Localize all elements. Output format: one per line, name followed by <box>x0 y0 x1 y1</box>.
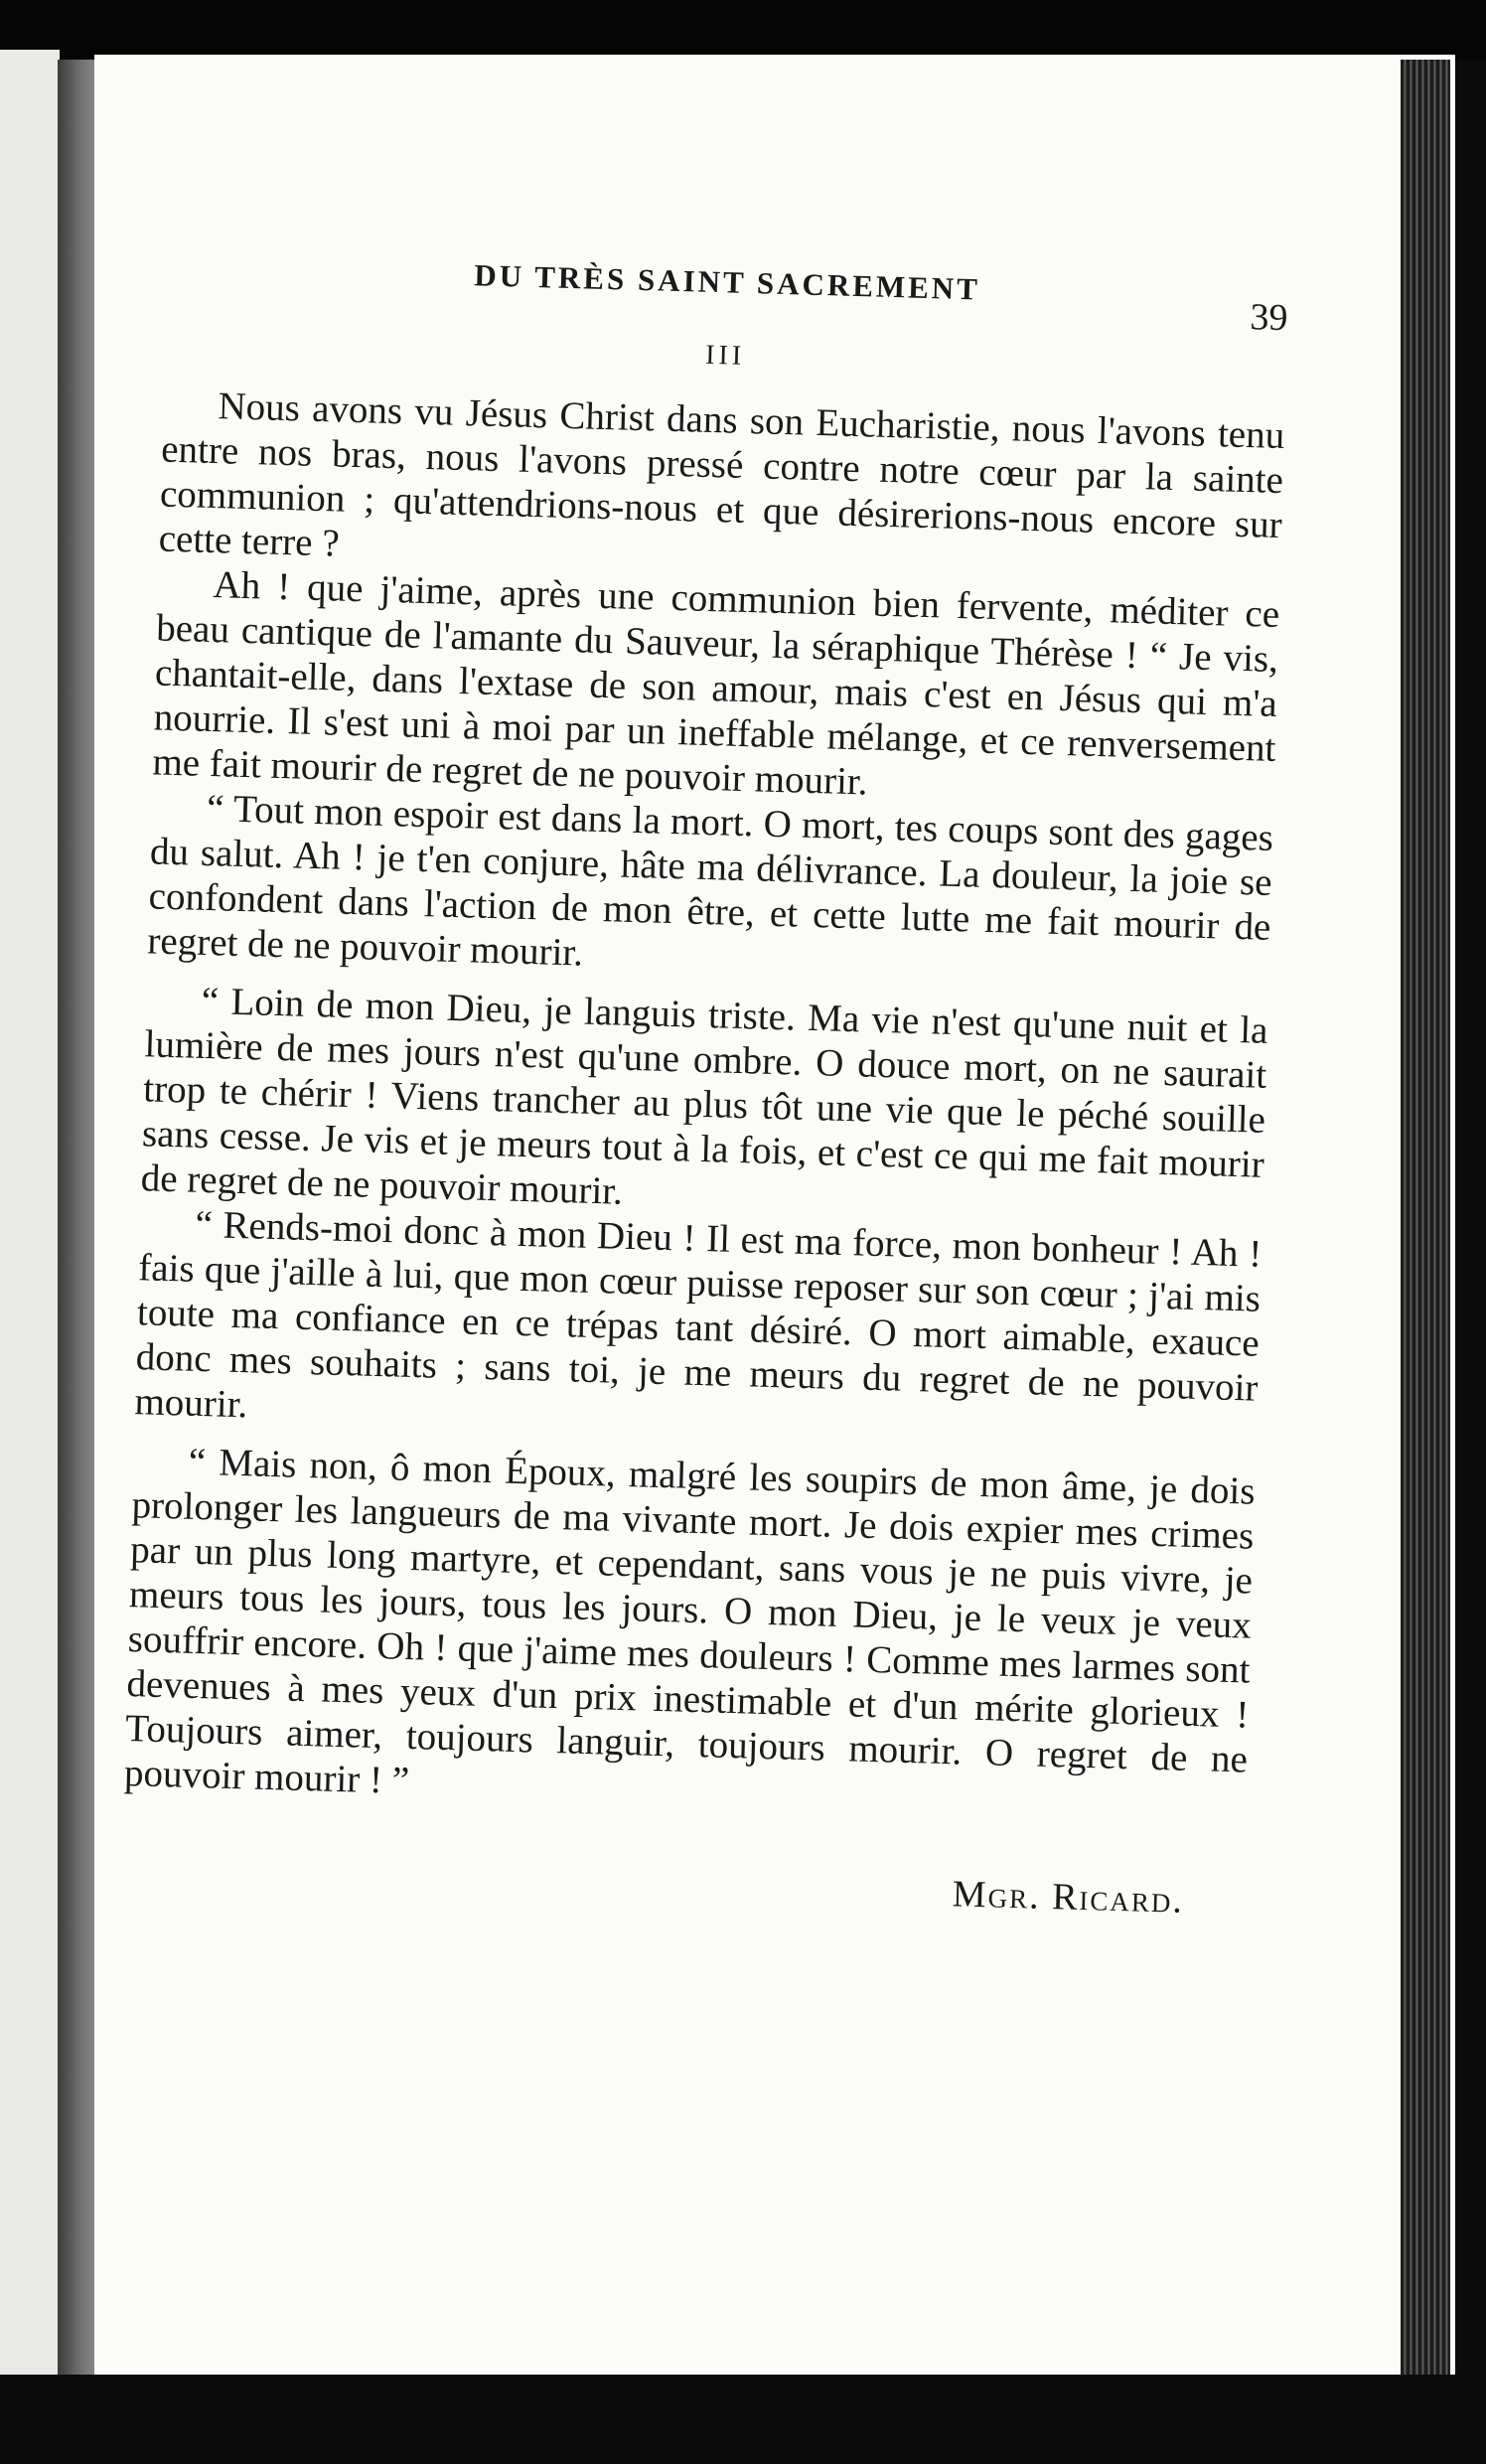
facing-page-strip <box>0 50 60 2375</box>
author-signature: Mgr. Ricard. <box>952 1873 1185 1922</box>
paragraph: Nous avons vu Jésus Christ dans son Eucharistie, nous l'avons tenu entre nos bras, nous l'avons pressé contre notre cœur par la sainte communion ; qu'attendrions-nous et que désirerions-nous encore sur cette terre ? <box>158 385 1285 565</box>
paragraph: “ Loin de mon Dieu, je languis triste. Ma vie n'est qu'une nuit et la lumière de mes jours n'est qu'une ombre. O douce mort, on ne saurait trop te chérir ! Viens trancher au plus tôt une vie que le péché souille sans cesse. Je vis et je meurs tout à la fois, et c'est ce qui me fait mourir de regret de ne pouvoir mourir. <box>140 979 1269 1213</box>
paragraph: “ Mais non, ô mon Époux, malgré les soupirs de mon âme, je dois prolonger les langueurs de ma vivante mort. Je dois expier mes crimes par un plus long martyre, et cependant, sans vous je ne puis vivre, je meurs tous les jours, tous les jours. O mon Dieu, je le veux je veux souffrir encore. Oh ! que j'aime mes douleurs ! Comme mes larmes sont devenues à mes yeux d'un prix inestimable et d'un mérite glorieux ! Toujours aimer, toujours languir, toujours mourir. O regret de ne pouvoir mourir ! ” <box>123 1440 1257 1803</box>
section-number: III <box>704 339 746 372</box>
body-text <box>124 383 1285 1827</box>
page-number: 39 <box>1249 296 1289 340</box>
page-edges <box>1401 60 1450 2375</box>
paragraph: “ Tout mon espoir est dans la mort. O mort, tes coups sont des gages du salut. Ah ! je t'en conjure, hâte ma délivrance. La douleur, la joie se confondent dans l'action de mon être, et cette lutte me fait mourir de regret de ne pouvoir mourir. <box>146 786 1274 975</box>
scan-background-top <box>0 0 1486 60</box>
paragraph: “ Rends-moi donc à mon Dieu ! Il est ma force, mon bonheur ! Ah ! fais que j'aille à lui, que mon cœur puisse reposer sur son cœur ; j'ai mis toute ma confiance en ce trépas tant désiré. O mort aimable, exauce donc mes souhaits ; sans toi, je me meurs du regret de ne pouvoir mourir. <box>133 1202 1263 1427</box>
running-title: DU TRÈS SAINT SACREMENT <box>473 257 981 307</box>
page-content <box>111 233 1289 2271</box>
book-gutter-shadow <box>58 60 97 2375</box>
paragraph: Ah ! que j'aime, après une communion bien fervente, méditer ce beau cantique de l'amante du Sauveur, la séraphique Thérèse ! “ Je vis, chantait-elle, dans l'extase de son amour, mais c'est en Jésus qui m'a nourrie. Il s'est uni à moi par un ineffable mélange, et ce renversement me fait mourir de regret de ne pouvoir mourir. <box>151 563 1280 804</box>
